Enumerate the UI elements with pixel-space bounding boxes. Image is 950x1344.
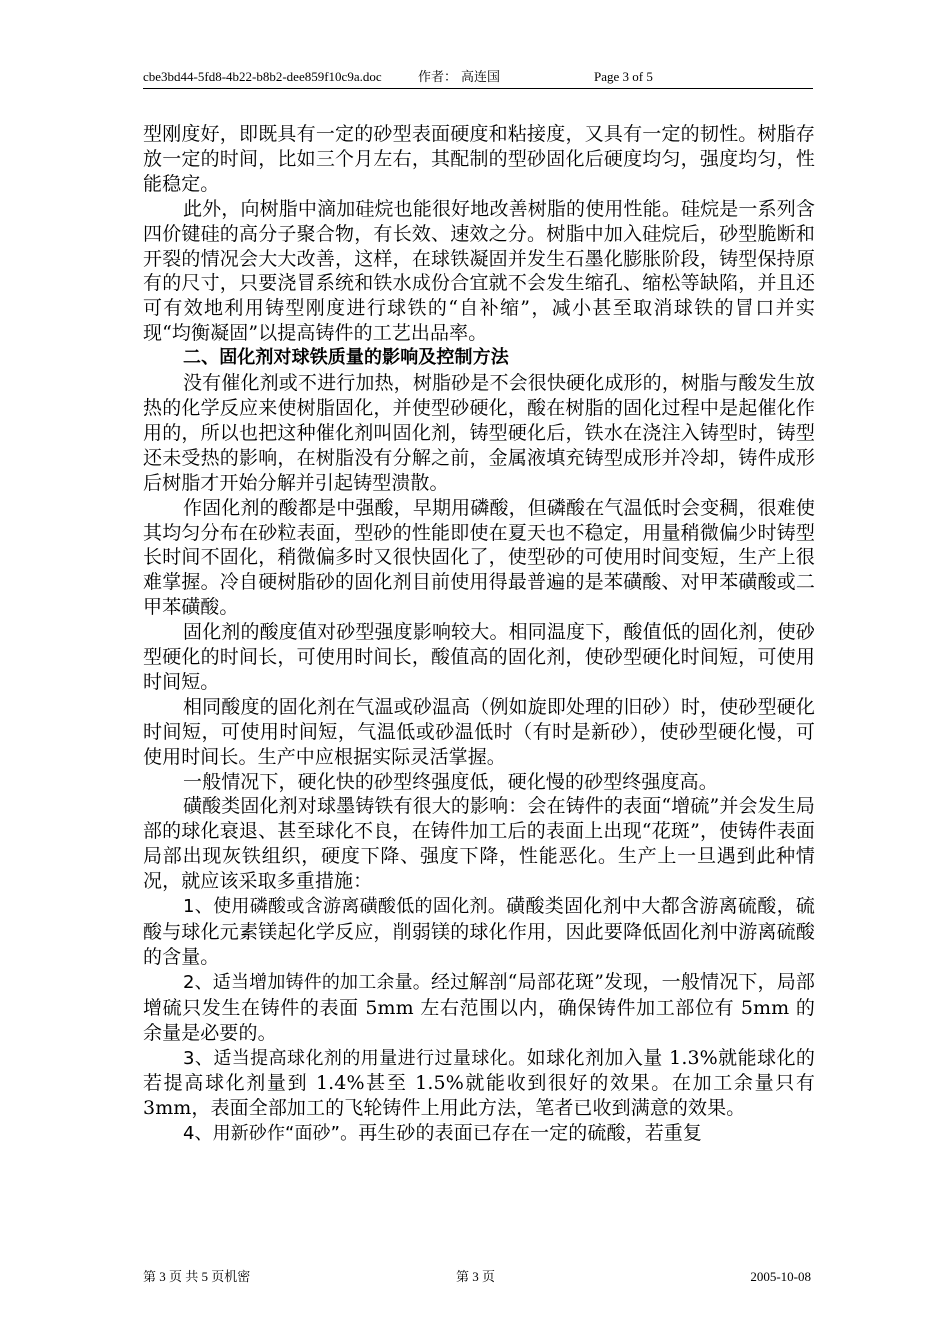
paragraph: 此外，向树脂中滴加硅烷也能很好地改善树脂的使用性能。硅烷是一系列含四价键硅的高分子聚合物，有长效、速效之分。树脂中加入硅烷后，砂型脆断和开裂的情况会大大改善，这样，在球铁凝固并发生石墨化膨胀阶段，铸型保持原有的尺寸，只要浇冒系统和铁水成份合宜就不会发生缩孔、缩松等缺陷，并且还可有效地利用铸型刚度进行球铁的“自补缩”，减小甚至取消球铁的冒口并实现“均衡凝固”以提高铸件的工艺出品率。 (143, 197, 815, 345)
measure-item (143, 1121, 815, 1147)
footer-page-count: 第 3 页 共 5 页机密 (143, 1269, 251, 1284)
measure-text: 经过解剖“局部花斑”发现，一般情况下，局部增硫只发生在铸件的表面 5mm 左右范围以内，确保铸件加工部位有 5mm 的余量是必要的。 (143, 970, 816, 1044)
measure-item (143, 1046, 815, 1122)
paragraph: 没有催化剂或不进行加热，树脂砂是不会很快硬化成形的，树脂与酸发生放热的化学反应来使树脂固化，并使型砂硬化，酸在树脂的固化过程中是起催化作用的，所以也把这种催化剂叫固化剂，铸型硬化后，铁水在浇注入铸型时，铸型还未受热的影响，在树脂没有分解之前，金属液填充铸型成形并冷却，铸件成形后树脂才开始分解并引起铸型溃散。 (143, 372, 815, 494)
measure-text: 再生砂的表面已存在一定的硫酸，若重复 (358, 1122, 703, 1145)
paragraph: 型刚度好，即既具有一定的砂型表面硬度和粘接度，又具有一定的韧性。树脂存放一定的时间，比如三个月左右，其配制的型砂固化后硬度均匀，强度均匀，性能稳定。 (143, 123, 815, 195)
header-author-label: 作者： (418, 69, 458, 84)
paragraph: 一般情况下，硬化快的砂型终强度低，硬化慢的砂型终强度高。 (183, 770, 718, 793)
paragraph: 固化剂的酸度值对砂型强度影响较大。相同温度下，酸值低的固化剂，使砂型硬化的时间长，可使用时间长，酸值高的固化剂，使砂型硬化时间短，可使用时间短。 (143, 621, 815, 693)
footer-page-number: 第 3 页 (456, 1269, 496, 1284)
measure-lead: 3、适当提高球化剂的用量进行过量球化。 (183, 1047, 527, 1069)
measure-item (143, 894, 815, 970)
footer-date: 2005-10-08 (750, 1269, 811, 1284)
section-heading: 二、固化剂对球铁质量的影响及控制方法 (183, 347, 509, 369)
measure-text: 如球化剂加入量 1.3%就能球化的若提高球化剂量到 1.4%甚至 1.5%就能收到很好的效果。在加工余量只有 3mm，表面全部加工的飞轮铸件上用此方法，笔者已收到满意的效果。 (143, 1046, 815, 1120)
header-author: 高连国 (461, 69, 501, 84)
measure-item (143, 970, 815, 1046)
paragraph: 相同酸度的固化剂在气温或砂温高（例如旋即处理的旧砂）时，使砂型硬化时间短，可使用时间短，气温低或砂温低时（有时是新砂），使砂型硬化慢，可使用时间长。生产中应根据实际灵活掌握。 (143, 695, 815, 768)
paragraph: 磺酸类固化剂对球墨铸铁有很大的影响：会在铸件的表面“增硫”并会发生局部的球化衰退、甚至球化不良，在铸件加工后的表面上出现“花斑”，使铸件表面局部出现灰铁组织，硬度下降、强度下降，性能恶化。生产上一旦遇到此种情况，就应该采取多重措施： (143, 795, 815, 893)
measure-text: 磺酸类固化剂中大都含游离硫酸，硫酸与球化元素镁起化学反应，削弱镁的球化作用，因此要降低固化剂中游离硫酸的含量。 (143, 895, 815, 968)
document-body (143, 122, 815, 1147)
header-page-info: Page 3 of 5 (594, 69, 653, 84)
page-header (143, 68, 813, 89)
page-footer (143, 1268, 815, 1288)
measure-lead: 1、使用磷酸或含游离磺酸低的固化剂。 (183, 896, 507, 918)
paragraph: 作固化剂的酸都是中强酸，早期用磷酸，但磷酸在气温低时会变稠，很难使其均匀分布在砂粒表面，型砂的性能即使在夏天也不稳定，用量稍微偏少时铸型长时间不固化，稍微偏多时又很快固化了，使型砂的可使用时间变短，生产上很难掌握。冷自硬树脂砂的固化剂目前使用得最普遍的是苯磺酸、对甲苯磺酸或二甲苯磺酸。 (143, 496, 815, 619)
measure-lead: 2、适当增加铸件的加工余量。 (183, 971, 431, 993)
measure-lead: 4、用新砂作“面砂”。 (183, 1123, 359, 1145)
header-filename: cbe3bd44-5fd8-4b22-b8b2-dee859f10c9a.doc (143, 69, 382, 84)
